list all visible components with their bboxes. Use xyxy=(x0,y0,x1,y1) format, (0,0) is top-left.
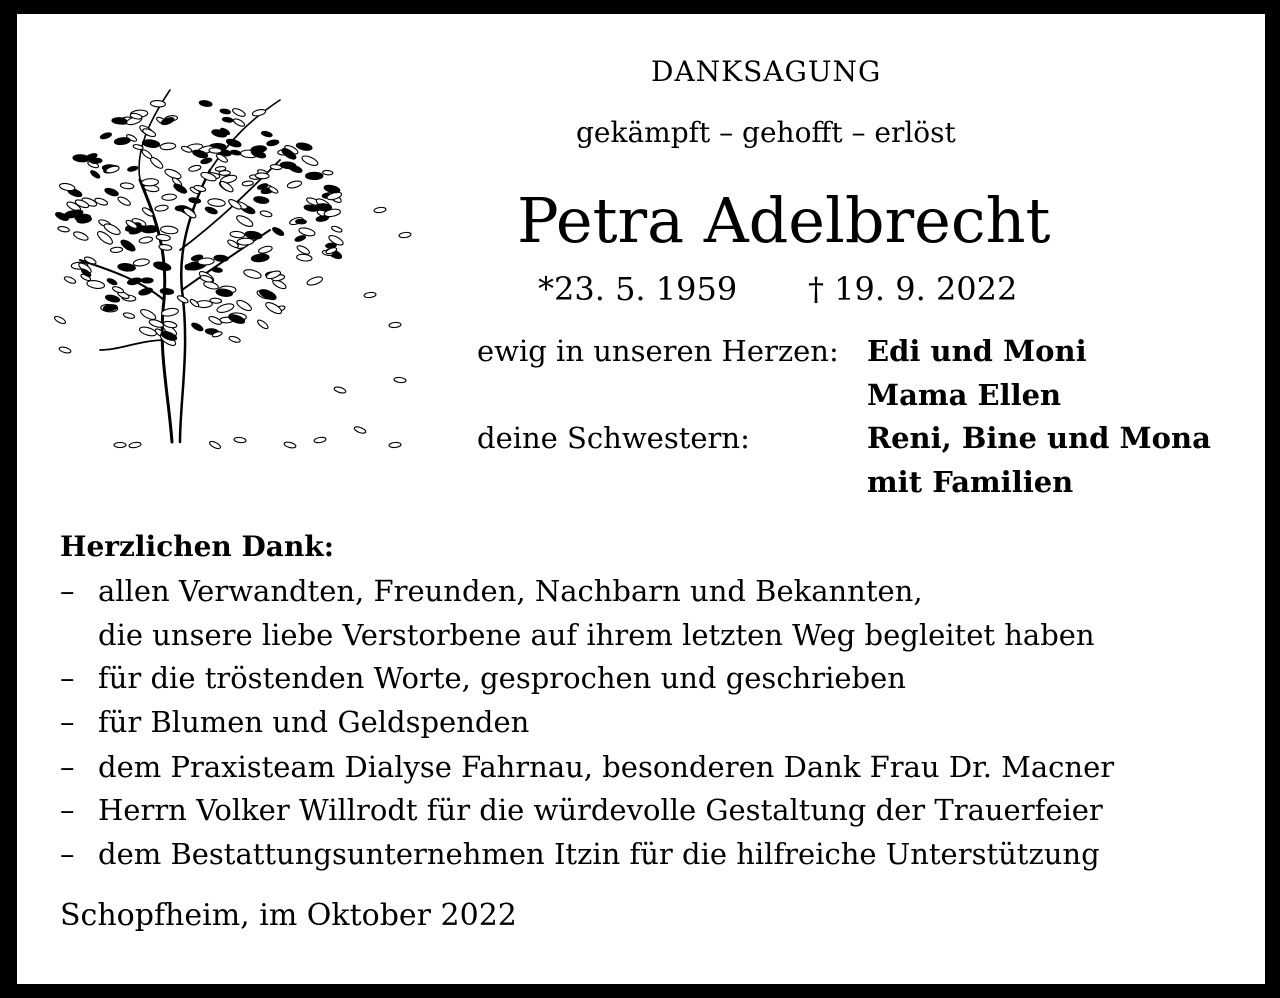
leaf xyxy=(100,132,112,140)
thanks-item: allen Verwandten, Freunden, Nachbarn und Bekannten, xyxy=(98,574,923,608)
deceased-name: Petra Adelbrecht xyxy=(517,184,1051,257)
leaf xyxy=(204,206,218,215)
windswept-tree-icon xyxy=(40,50,420,460)
leaf xyxy=(112,117,127,124)
label-sisters: deine Schwestern: xyxy=(477,421,750,455)
leaf xyxy=(399,232,412,239)
thanks-item: für Blumen und Geldspenden xyxy=(98,705,530,739)
leaf xyxy=(322,170,333,175)
leaf xyxy=(326,243,337,248)
leaf xyxy=(235,298,253,312)
leaf xyxy=(296,254,312,262)
thanks-item-continuation: die unsere liebe Verstorbene auf ihrem letzten Weg begleitet haben xyxy=(98,618,1095,652)
leaf xyxy=(235,214,254,229)
death-date: † 19. 9. 2022 xyxy=(808,270,1018,308)
motto: gekämpft – gehofft – erlöst xyxy=(576,116,956,149)
leaf xyxy=(374,207,387,214)
page-title: DANKSAGUNG xyxy=(651,55,882,88)
leaf xyxy=(353,426,366,435)
thanks-item: Herrn Volker Willrodt für die würdevolle Gestaltung der Trauerfeier xyxy=(98,793,1103,827)
leaf xyxy=(59,346,72,354)
leaf xyxy=(222,117,233,123)
leaf xyxy=(160,142,176,150)
leaf xyxy=(141,278,153,283)
leaf xyxy=(110,247,123,253)
leaf xyxy=(90,158,102,164)
leaf xyxy=(389,322,401,328)
list-bullet: – xyxy=(60,705,75,739)
thanks-item: dem Praxisteam Dialyse Fahrnau, besonderen Dank Frau Dr. Macner xyxy=(98,750,1115,784)
leaf xyxy=(255,173,269,179)
leaf xyxy=(159,244,173,251)
birth-date: *23. 5. 1959 xyxy=(538,270,738,308)
leaf xyxy=(142,139,160,149)
leaf xyxy=(284,441,297,449)
leaf xyxy=(114,137,131,146)
list-bullet: – xyxy=(60,837,75,871)
list-bullet: – xyxy=(60,661,75,695)
leaf xyxy=(260,210,273,218)
leaf xyxy=(155,204,169,211)
leaf xyxy=(266,139,279,146)
leaf xyxy=(59,182,76,191)
leaf xyxy=(139,325,158,337)
place-and-date: Schopfheim, im Oktober 2022 xyxy=(60,898,517,933)
leaf xyxy=(189,197,201,204)
leaf xyxy=(258,288,277,302)
leaf xyxy=(258,245,273,254)
list-bullet: – xyxy=(60,750,75,784)
leaf xyxy=(220,108,231,114)
leaf xyxy=(57,226,69,233)
leaf xyxy=(228,335,240,343)
leaf xyxy=(230,149,241,155)
leaf xyxy=(364,292,377,298)
leaf xyxy=(394,377,407,383)
leaf xyxy=(287,180,303,189)
leaf xyxy=(133,258,150,267)
leaf xyxy=(212,267,223,273)
leaf xyxy=(114,442,126,447)
leaf xyxy=(301,154,319,167)
heart-name: Mama Ellen xyxy=(867,378,1062,412)
leaf xyxy=(63,275,76,284)
leaf xyxy=(156,234,171,241)
leaf xyxy=(73,230,90,242)
leaf xyxy=(127,166,138,172)
leaf xyxy=(256,319,269,331)
leaf xyxy=(207,198,225,207)
leaf xyxy=(216,302,235,314)
leaf xyxy=(294,234,306,242)
thanks-item: für die tröstenden Worte, gesprochen und geschrieben xyxy=(98,661,906,695)
leaf xyxy=(243,268,262,280)
leaf xyxy=(141,178,158,186)
leaf xyxy=(129,442,142,449)
heart-name: Edi und Moni xyxy=(867,334,1087,368)
leaf xyxy=(139,236,153,244)
leaf xyxy=(264,300,283,315)
leaf xyxy=(209,147,222,153)
leaf xyxy=(323,184,340,194)
leaf xyxy=(162,194,177,201)
leaf xyxy=(200,157,212,164)
leaf xyxy=(104,187,119,197)
leaf xyxy=(280,161,296,169)
leaf xyxy=(117,195,132,207)
leaf xyxy=(90,169,101,179)
leaf xyxy=(208,315,223,326)
leaf xyxy=(210,298,222,304)
leaf xyxy=(123,312,135,319)
leaf xyxy=(232,117,245,127)
list-bullet: – xyxy=(60,574,75,608)
leaf xyxy=(389,442,401,448)
leaf xyxy=(251,253,269,262)
leaf xyxy=(106,278,117,286)
leaf xyxy=(139,308,157,322)
leaf xyxy=(230,231,245,239)
leaf xyxy=(153,260,172,271)
leaf xyxy=(334,386,347,394)
leaf xyxy=(296,142,313,152)
leaf xyxy=(261,130,273,137)
leaf xyxy=(331,225,343,233)
leaf xyxy=(112,285,125,293)
leaf xyxy=(189,298,200,308)
leaf xyxy=(252,108,266,117)
leaf xyxy=(209,440,222,450)
leaf xyxy=(191,322,204,333)
thanks-item: dem Bestattungsunternehmen Itzin für die hilfreiche Unterstützung xyxy=(98,837,1100,871)
list-bullet: – xyxy=(60,793,75,827)
leaf xyxy=(199,100,213,107)
leaf xyxy=(118,263,136,272)
leaf xyxy=(242,181,253,187)
leaf xyxy=(234,437,246,443)
label-in-hearts: ewig in unseren Herzen: xyxy=(477,334,839,368)
leaf xyxy=(314,437,327,444)
leaf xyxy=(141,148,153,160)
leaf xyxy=(296,219,307,224)
leaf xyxy=(54,315,67,325)
sister-name: Reni, Bine und Mona xyxy=(867,421,1211,455)
leaf xyxy=(160,225,178,234)
leaf xyxy=(214,255,229,262)
sister-name: mit Familien xyxy=(867,465,1074,499)
leaf xyxy=(160,288,174,295)
leaf xyxy=(237,238,254,246)
tree-branch xyxy=(100,340,166,350)
leaf xyxy=(160,116,174,126)
leaf xyxy=(306,172,323,179)
leaf xyxy=(138,287,153,297)
leaf xyxy=(231,107,246,118)
leaf xyxy=(120,182,134,189)
leaf xyxy=(141,206,154,217)
thanks-heading: Herzlichen Dank: xyxy=(60,530,335,563)
leaf xyxy=(105,294,120,303)
leaf xyxy=(306,275,323,286)
leaf xyxy=(253,196,269,205)
leaf xyxy=(188,164,201,172)
leaf xyxy=(271,226,284,237)
